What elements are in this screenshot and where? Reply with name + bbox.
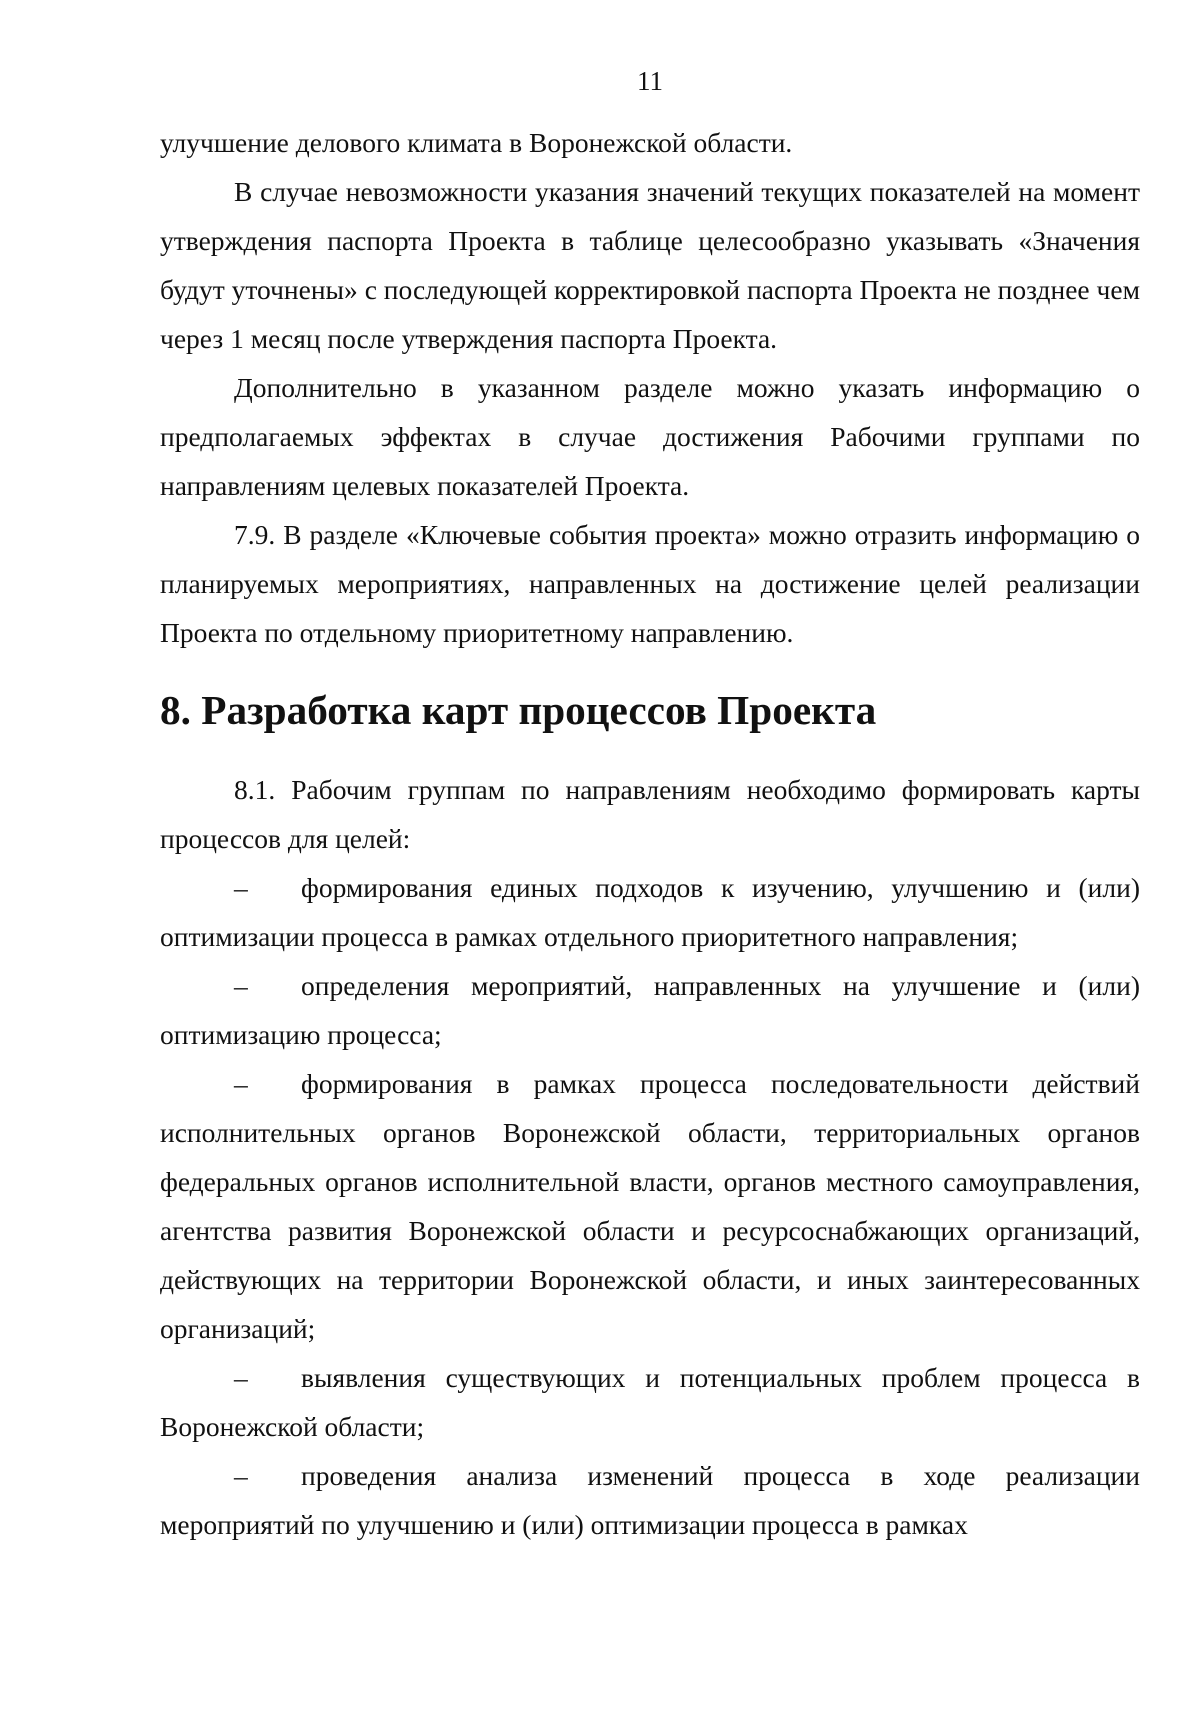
- list-item: [160, 1353, 1140, 1451]
- paragraph-values-unavailable: В случае невозможности указания значений текущих показателей на момент утверждения паспорта Проекта в таблице целесообразно указывать «Значения будут уточнены» с последующей корректировкой паспорта Проекта не позднее чем через 1 месяц после утверждения паспорта Проекта.: [160, 176, 1140, 354]
- paragraph-additional-effects: Дополнительно в указанном разделе можно указать информацию о предполагаемых эффектах в случае достижения Рабочими группами по направлениям целевых показателей Проекта.: [160, 372, 1140, 501]
- document-body: [160, 118, 1140, 1549]
- list-item-text: формирования единых подходов к изучению, улучшению и (или) оптимизации процесса в рамках отдельного приоритетного направления;: [160, 872, 1140, 952]
- section-heading: 8. Разработка карт процессов Проекта: [160, 687, 877, 733]
- list-item-text: определения мероприятий, направленных на улучшение и (или) оптимизацию процесса;: [160, 970, 1140, 1050]
- list-item-text: формирования в рамках процесса последовательности действий исполнительных органов Воронежской области, территориальных органов федеральных органов исполнительной власти, органов местного самоуправления, агентства развития Воронежской области и ресурсоснабжающих организаций, действующих на территории Воронежской области, и иных заинтересованных организаций;: [160, 1068, 1140, 1344]
- list-item: [160, 1059, 1140, 1353]
- paragraph-continuation: улучшение делового климата в Воронежской области.: [160, 127, 793, 158]
- paragraph-8-1-intro: 8.1. Рабочим группам по направлениям необходимо формировать карты процессов для целей:: [160, 774, 1140, 854]
- list-item: [160, 961, 1140, 1059]
- page-number: 11: [637, 66, 663, 96]
- paragraph-7-9-key-events: 7.9. В разделе «Ключевые события проекта» можно отразить информацию о планируемых мероприятиях, направленных на достижение целей реализации Проекта по отдельному приоритетному направлению.: [160, 519, 1140, 648]
- dash-marker: –: [234, 872, 248, 903]
- dash-marker: –: [234, 970, 248, 1001]
- list-item: [160, 863, 1140, 961]
- dash-marker: –: [234, 1068, 248, 1099]
- dash-marker: –: [234, 1460, 248, 1491]
- list-item-text: выявления существующих и потенциальных проблем процесса в Воронежской области;: [160, 1362, 1140, 1442]
- list-item: [160, 1451, 1140, 1549]
- list-item-text: проведения анализа изменений процесса в ходе реализации мероприятий по улучшению и (или) оптимизации процесса в рамках: [160, 1460, 1140, 1540]
- dash-marker: –: [234, 1362, 248, 1393]
